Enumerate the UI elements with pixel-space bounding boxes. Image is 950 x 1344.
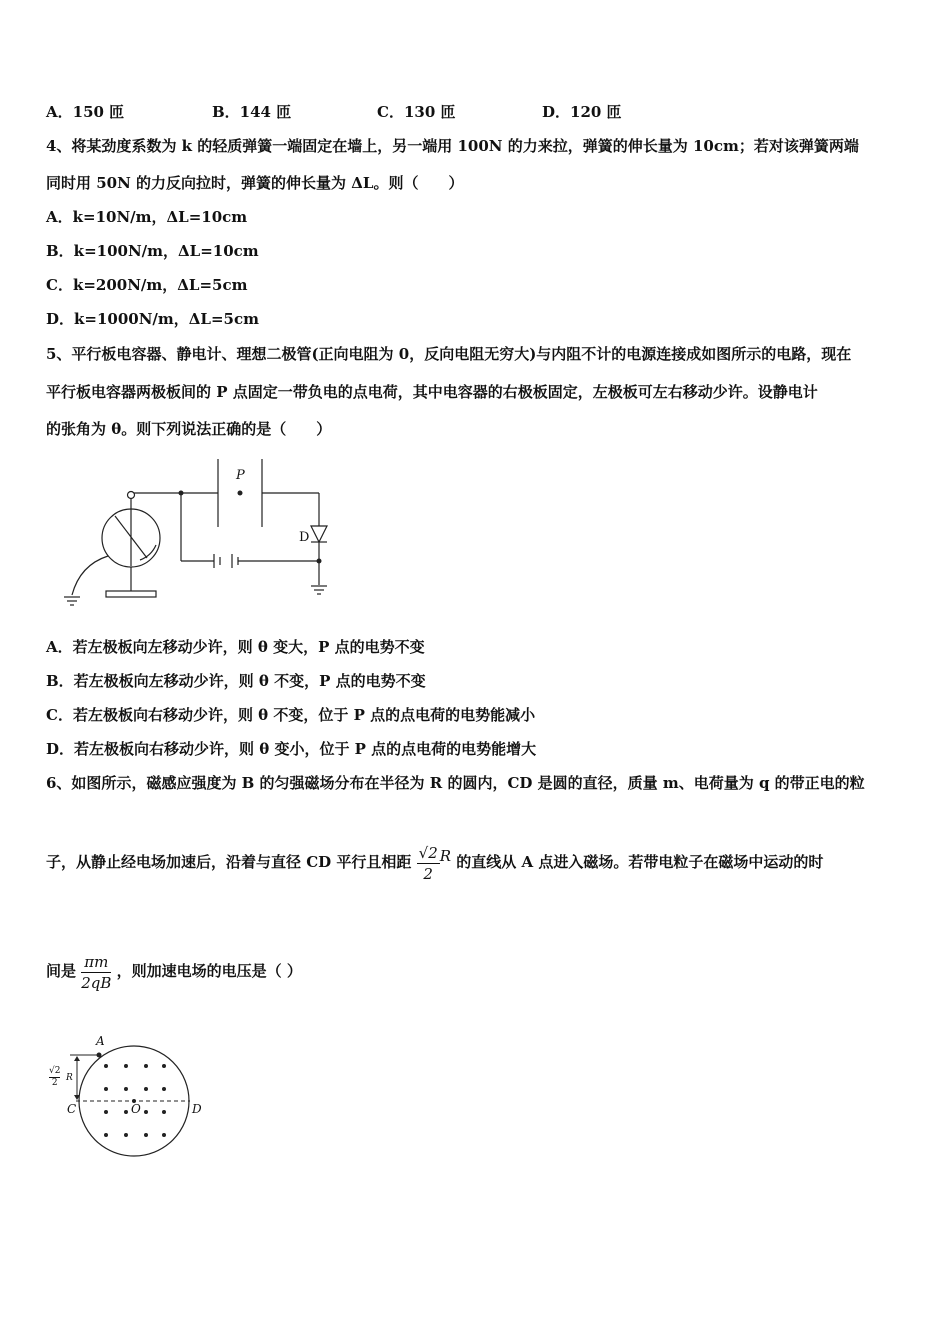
var-r: R	[439, 847, 452, 865]
fraction-pim-over-2qb: $\frac{\pi m}{2qB}$	[81, 952, 112, 992]
q5-option-a: A．若左极板向左移动少许，则 θ 变大，P 点的电势不变	[46, 638, 425, 656]
label-d-circle: D	[192, 1102, 202, 1116]
q6-stem-line1: 6、如图所示，磁感应强度为 B 的匀强磁场分布在半径为 R 的圆内，CD 是圆的直径，质量 m、电荷量为 q 的带正电的粒	[46, 774, 865, 792]
q6-line3-text-after: ，则加速电场的电压是（ ）	[116, 962, 302, 980]
q6-line3-text-before: 间是	[46, 962, 77, 980]
q5-stem-line3: 的张角为 θ。则下列说法正确的是（ ）	[46, 420, 332, 438]
q4-option-b: B．k=100N/m，ΔL=10cm	[46, 242, 259, 260]
label-c: C	[67, 1102, 77, 1116]
q5-stem-line1: 5、平行板电容器、静电计、理想二极管(正向电阻为 0，反向电阻无穷大)与内阻不计的电源连接成如图所示的电路，现在	[46, 345, 852, 363]
label-r: R	[66, 1073, 73, 1083]
q3-option-c: C．130 匝	[377, 103, 456, 121]
q4-stem-line1: 4、将某劲度系数为 k 的轻质弹簧一端固定在墙上，另一端用 100N 的力来拉，弹簧的伸长量为 10cm；若对该弹簧两端	[46, 137, 859, 155]
q5-option-d: D．若左极板向右移动少许，则 θ 变小，位于 P 点的点电荷的电势能增大	[46, 740, 537, 758]
q4-option-d: D．k=1000N/m，ΔL=5cm	[46, 310, 259, 328]
point-a-dot	[97, 1053, 102, 1058]
q5-option-c: C．若左极板向右移动少许，则 θ 不变，位于 P 点的点电荷的电势能减小	[46, 706, 536, 724]
q4-option-c: C．k=200N/m，ΔL=5cm	[46, 276, 248, 294]
label-a: A	[96, 1034, 105, 1048]
q6-line2-text-before: 子，从静止经电场加速后，沿着与直径 CD 平行且相距	[46, 853, 412, 871]
label-p: P	[236, 468, 245, 483]
q4-stem-line2: 同时用 50N 的力反向拉时，弹簧的伸长量为 ΔL。则（ ）	[46, 174, 464, 192]
q5-stem-line2: 平行板电容器两极板间的 P 点固定一带负电的点电荷，其中电容器的右极板固定，左极板可左右移动少许。设静电计	[46, 383, 818, 401]
q3-option-d: D．120 匝	[542, 103, 622, 121]
label-d: D	[299, 530, 310, 545]
q6-line2-text-after: 的直线从 A 点进入磁场。若带电粒子在磁场中运动的时	[456, 853, 824, 871]
q5-option-b: B．若左极板向左移动少许，则 θ 不变，P 点的电势不变	[46, 672, 426, 690]
fraction-sqrt2-over-2: $\frac{√2}{2}$	[418, 843, 438, 883]
label-o: O	[131, 1102, 141, 1116]
q3-option-b: B．144 匝	[212, 103, 292, 121]
q3-option-a: A．150 匝	[46, 103, 125, 121]
figure-fraction: √2 2	[49, 1066, 61, 1088]
q4-option-a: A．k=10N/m，ΔL=10cm	[46, 208, 248, 226]
